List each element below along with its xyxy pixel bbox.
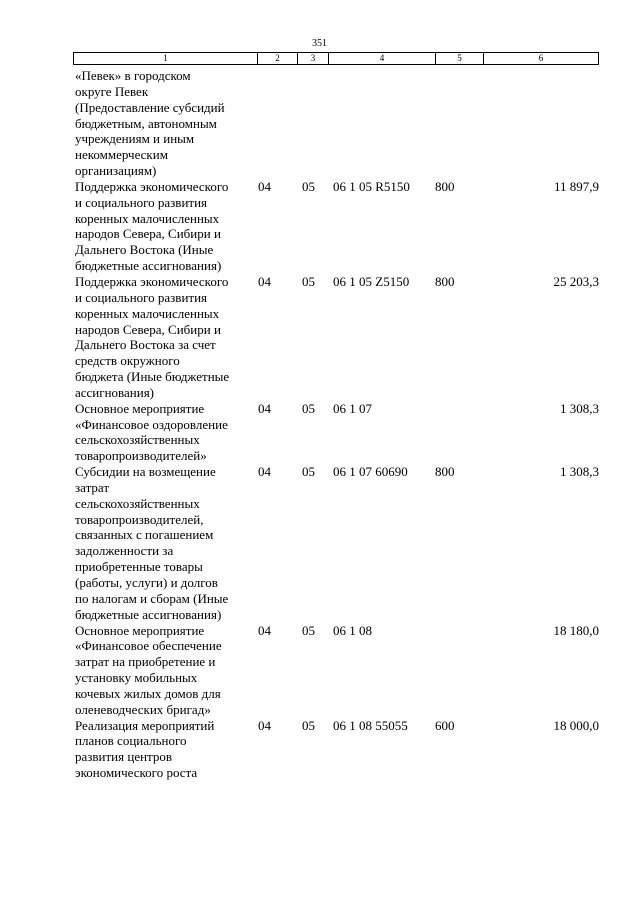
description-line: развития центров [75,749,173,765]
description-line: (Предоставление субсидий [75,99,225,115]
row-description [75,274,258,401]
description-line: сельскохозяйственных [75,495,200,511]
description-line: коренных малочисленных [75,305,220,321]
row-subsection-code: 05 [302,464,315,480]
table-header [73,52,599,65]
description-line: некоммерческим [75,147,168,163]
description-line: Поддержка экономического [75,178,229,194]
header-col-5: 5 [436,53,484,64]
row-amount: 18 180,0 [553,622,599,638]
description-line: средств окружного [75,353,180,369]
row-section-code: 04 [258,464,271,480]
header-col-6: 6 [538,53,544,63]
description-line: кочевых жилых домов для [75,685,221,701]
row-description [75,401,258,464]
description-line: Реализация мероприятий [75,717,215,733]
description-line: (работы, услуги) и долгов [75,575,218,590]
table-row [75,623,599,718]
description-line: товаропроизводителей, [75,511,204,527]
description-line: затрат на приобретение и [75,654,216,670]
description-line: и социального развития [75,289,208,305]
row-amount: 1 308,3 [560,464,599,480]
description-line: бюджета (Иные бюджетные [75,369,230,385]
description-line: бюджетные ассигнования) [75,258,222,274]
description-line: связанных с погашением [75,527,214,543]
description-line: сельскохозяйственных [75,432,200,448]
row-subsection-code: 05 [302,622,315,638]
row-section-code: 04 [258,273,271,289]
row-target-article: 06 1 08 [333,622,372,638]
description-line: Дальнего Востока (Иные [75,242,214,258]
row-expense-type: 600 [435,717,455,733]
header-col-2: 2 [258,53,298,64]
row-target-article: 06 1 05 R5150 [333,178,410,194]
table-row [75,401,599,464]
page-number: 351 [312,38,327,49]
description-line: народов Севера, Сибири и [75,321,221,337]
description-line: экономического роста [75,765,198,781]
row-subsection-code: 05 [302,178,315,194]
row-description [75,68,258,179]
description-line: Дальнего Востока за счет [75,337,216,353]
description-line: народов Севера, Сибири и [75,226,221,242]
description-line: бюджетные ассигнования) [75,606,222,622]
table-row [75,274,599,401]
row-target-article: 06 1 08 55055 [333,717,408,733]
row-amount: 18 000,0 [553,717,599,733]
budget-table [75,68,599,781]
row-description [75,179,258,274]
description-line: округе Певек [75,83,149,99]
row-expense-type: 800 [435,464,455,480]
description-line: и социального развития [75,194,208,210]
description-line: учреждениям и иным [75,131,195,147]
description-line: ассигнования) [75,384,155,400]
description-line: оленеводческих бригад» [75,701,211,717]
row-section-code: 04 [258,622,271,638]
description-line: Основное мероприятие [75,622,205,638]
description-line: Поддержка экономического [75,273,229,289]
header-col-1: 1 [74,53,258,64]
row-section-code: 04 [258,717,271,733]
row-subsection-code: 05 [302,400,315,416]
row-amount: 11 897,9 [553,178,599,194]
description-line: коренных малочисленных [75,210,220,226]
description-line: бюджетным, автономным [75,115,217,131]
row-target-article: 06 1 07 60690 [333,464,408,480]
row-target-article: 06 1 05 Z5150 [333,273,410,289]
description-line: «Певек» в городском [75,68,191,83]
row-section-code: 04 [258,178,271,194]
row-description [75,718,258,781]
row-description [75,464,258,622]
header-col-3: 3 [298,53,329,64]
description-line: Основное мероприятие [75,400,205,416]
description-line: Субсидии на возмещение [75,464,216,480]
description-line: планов социального [75,733,187,749]
row-expense-type: 800 [435,273,455,289]
description-line: «Финансовое оздоровление [75,416,228,432]
table-row [75,68,599,179]
table-row [75,464,599,622]
table-row [75,718,599,781]
description-line: затрат [75,479,110,495]
row-subsection-code: 05 [302,273,315,289]
description-line: по налогам и сборам (Иные [75,590,229,606]
row-description [75,623,258,718]
header-col-4: 4 [329,53,436,64]
row-section-code: 04 [258,400,271,416]
row-amount: 25 203,3 [553,273,599,289]
description-line: организациям) [75,163,157,179]
description-line: задолженности за [75,543,174,559]
description-line: «Финансовое обеспечение [75,638,222,654]
table-row [75,179,599,274]
description-line: товаропроизводителей» [75,448,207,464]
row-expense-type: 800 [435,178,455,194]
row-amount: 1 308,3 [560,400,599,416]
description-line: установку мобильных [75,670,198,686]
row-subsection-code: 05 [302,717,315,733]
description-line: приобретенные товары [75,559,203,575]
row-target-article: 06 1 07 [333,400,372,416]
